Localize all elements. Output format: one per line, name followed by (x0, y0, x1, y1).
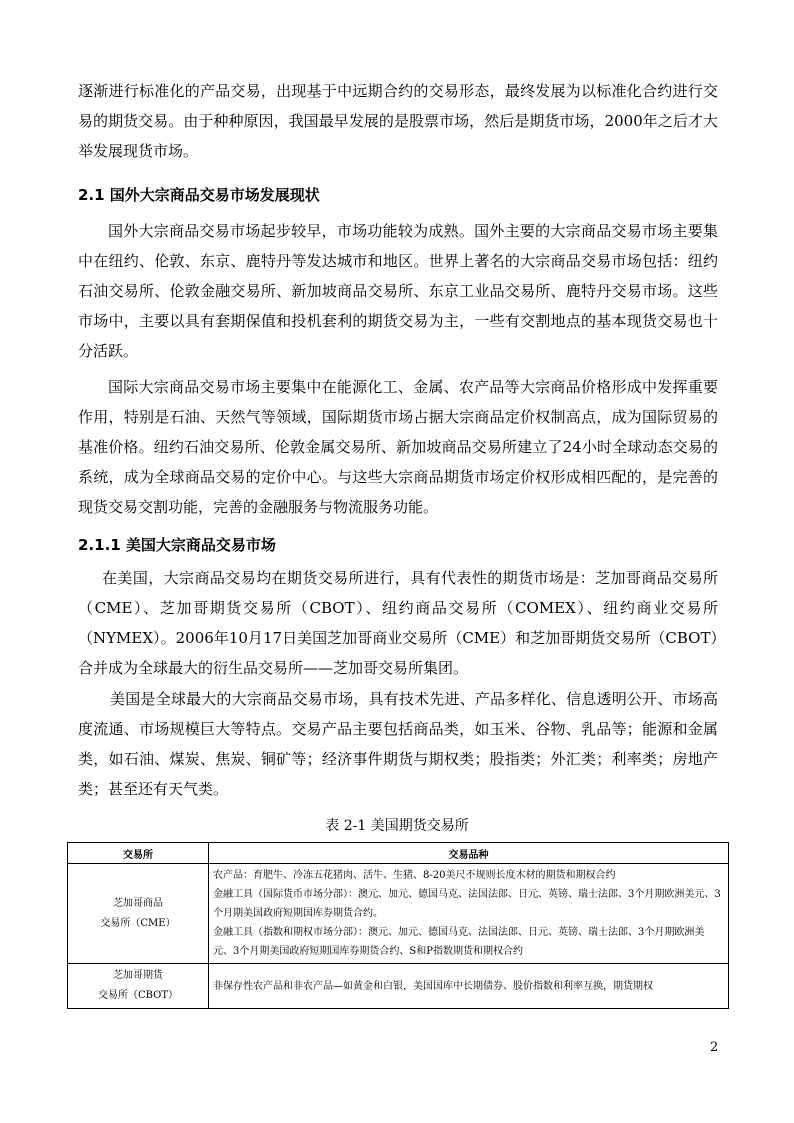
table-header-row (68, 843, 729, 864)
section-heading-2-1-1: 2.1.1 美国大宗商品交易市场 (78, 536, 276, 554)
exchange-cell (68, 864, 209, 964)
exchange-cell (68, 964, 209, 1009)
section-heading-2-1: 2.1 国外大宗商品交易市场发展现状 (78, 186, 320, 204)
section-2-1-1-paragraph-1: 在美国，大宗商品交易均在期货交易所进行，具有代表性的期货市场是：芝加哥商品交易所（CME）、芝加哥期货交易所（CBOT）、纽约商品交易所（COMEX）、纽约商业交易所（NYMEX）。2006年10月17日美国芝加哥商业交易所（CME）和芝加哥期货交易所（CBOT）合并成为全球最大的衍生品交易所——芝加哥交易所集团。 (78, 569, 718, 677)
table-row (68, 964, 729, 1009)
section-2-1-paragraph-1: 国外大宗商品交易市场起步较早，市场功能较为成熟。国外主要的大宗商品交易市场主要集中在纽约、伦敦、东京、鹿特丹等发达城市和地区。世界上著名的大宗商品交易市场包括：纽约石油交易所、伦敦金融交易所、新加坡商品交易所、东京工业品交易所、鹿特丹交易市场。这些市场中，主要以具有套期保值和投机套利的期货交易为主，一些有交割地点的基本现货交易也十分活跃。 (78, 222, 718, 360)
exchange-name-line: 芝加哥商品 (113, 897, 163, 909)
product-entry: 金融工具（指数和期权市场分部）：澳元、加元、德国马克、法国法郎、日元、英镑、瑞士法郎、3个月期欧洲美元、3个月期美国政府短期国库券期货合约、S和P指数期货和期权合约 (213, 927, 705, 957)
products-cell (209, 864, 729, 964)
exchange-name-line: 芝加哥期货 (113, 970, 163, 981)
futures-exchange-table (67, 842, 729, 1009)
table-row (68, 864, 729, 964)
product-entry: 金融工具（国际货币市场分部）：澳元、加元、德国马克、法国法郎、日元、英镑、瑞士法郎、3个月期欧洲美元、3个月期美国政府短期国库券期货合约。 (213, 889, 721, 919)
page-number: 2 (710, 1040, 719, 1055)
table-header-products: 交易品种 (209, 843, 729, 864)
product-entry: 非保存性农产品和非农产品—如黄金和白银，美国国库中长期债券、股价指数和利率互换，期货期权 (213, 980, 653, 992)
products-cell (209, 964, 729, 1009)
table-caption: 表 2-1 美国期货交易所 (325, 818, 469, 834)
table-header-exchange: 交易所 (68, 843, 209, 864)
product-entry: 农产品：育肥牛、冷冻五花猪肉、活牛、生猪、8-20美尺不规则长度木材的期货和期权合约 (213, 870, 616, 881)
exchange-name-line: 交易所（CME） (100, 917, 176, 929)
intro-paragraph: 逐渐进行标准化的产品交易，出现基于中远期合约的交易形态，最终发展为以标准化合约进行交易的期货交易。由于种种原因，我国最早发展的是股票市场，然后是期货市场，2000年之后才大举发展现货市场。 (78, 82, 718, 160)
exchange-name-line: 交易所（CBOT） (97, 990, 179, 1001)
section-2-1-1-paragraph-2: 美国是全球最大的大宗商品交易市场，具有技术先进、产品多样化、信息透明公开、市场高度流通、市场规模巨大等特点。交易产品主要包括商品类，如玉米、谷物、乳品等；能源和金属类，如石油、煤炭、焦炭、铜矿等；经济事件期货与期权类；股指类；外汇类；利率类；房地产类；甚至还有天气类。 (78, 690, 718, 798)
section-2-1-paragraph-2: 国际大宗商品交易市场主要集中在能源化工、金属、农产品等大宗商品价格形成中发挥重要作用，特别是石油、天然气等领域，国际期货市场占据大宗商品定价权制高点，成为国际贸易的基准价格。纽约石油交易所、伦敦金属交易所、新加坡商品交易所建立了24小时全球动态交易的系统，成为全球商品交易的定价中心。与这些大宗商品期货市场定价权形成相匹配的，是完善的现货交易交割功能，完善的金融服务与物流服务功能。 (78, 378, 718, 516)
